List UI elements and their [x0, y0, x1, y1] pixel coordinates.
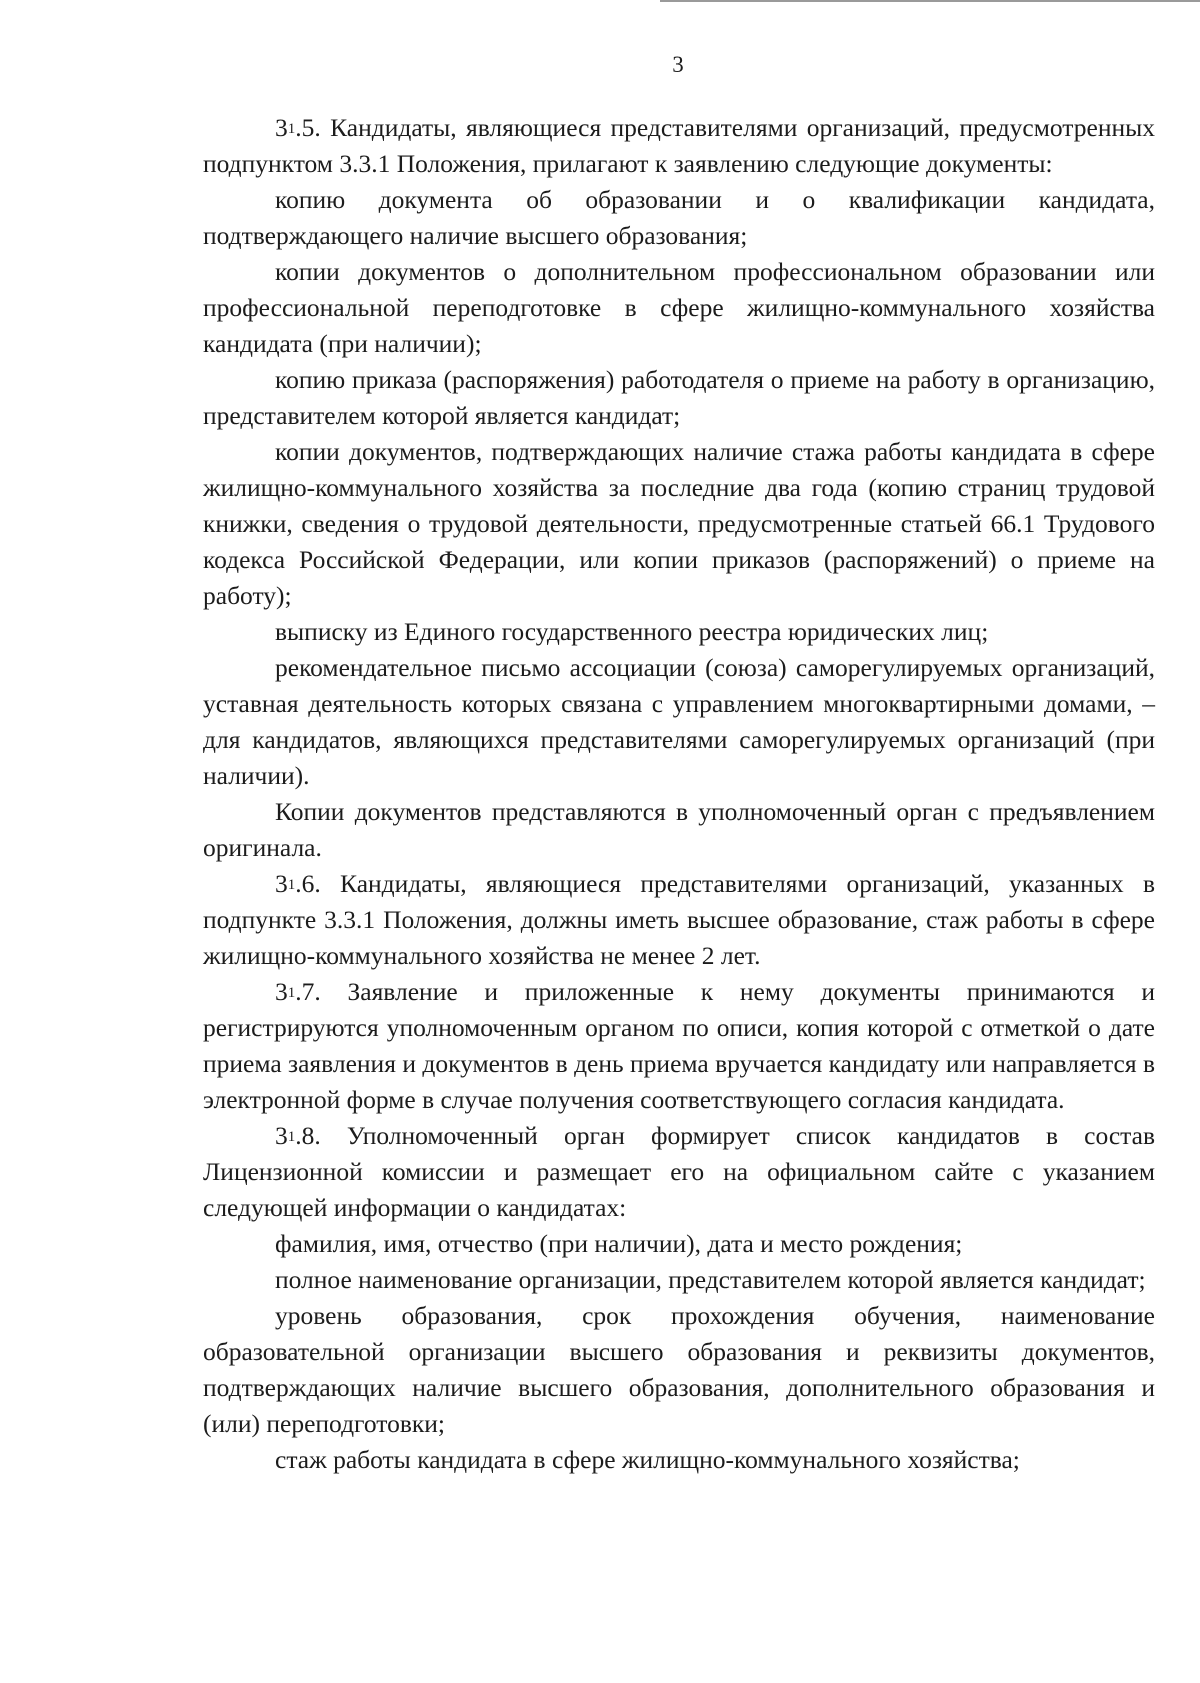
paragraph-3-1-8 [203, 1118, 1155, 1226]
clause-number-superscript: 1 [287, 121, 296, 137]
paragraph-text: .6. Кандидаты, являющиеся представителями организаций, указанных в подпункте 3.3.1 Положения, должны иметь высшее образование, стаж работы в сфере жилищно-коммунального хозяйства не менее 2 лет. [203, 869, 1155, 970]
list-item-recommendation-letter: рекомендательное письмо ассоциации (союза) саморегулируемых организаций, уставная деятельность которых связана с управлением многоквартирными домами, – для кандидатов, являющихся представителями саморегулируемых организаций (при наличии). [203, 653, 1155, 790]
document-body [203, 110, 1155, 1478]
list-item-employment-order: копию приказа (распоряжения) работодателя о приеме на работу в организацию, представителем которой является кандидат; [203, 365, 1155, 430]
clause-number-superscript: 1 [287, 985, 296, 1001]
paragraph-document-copies: Копии документов представляются в уполномоченный орган с предъявлением оригинала. [203, 797, 1155, 862]
clause-number-superscript: 1 [287, 877, 296, 893]
clause-number-base: 3 [275, 869, 288, 898]
list-item-work-experience: копии документов, подтверждающих наличие стажа работы кандидата в сфере жилищно-коммунального хозяйства за последние два года (копию страниц трудовой книжки, сведения о трудовой деятельности, предусмотренные статьей 66.1 Трудового кодекса Российской Федерации, или копии приказов (распоряжений) о приеме на работу); [203, 437, 1155, 610]
paragraph-text: .8. Уполномоченный орган формирует список кандидатов в состав Лицензионной комиссии и размещает его на официальном сайте с указанием следующей информации о кандидатах: [203, 1121, 1155, 1222]
list-item-additional-education: копии документов о дополнительном профессиональном образовании или профессиональной переподготовке в сфере жилищно-коммунального хозяйства кандидата (при наличии); [203, 257, 1155, 358]
list-item-full-name: фамилия, имя, отчество (при наличии), дата и место рождения; [275, 1229, 963, 1258]
list-item-registry-extract: выписку из Единого государственного реестра юридических лиц; [275, 617, 989, 646]
clause-number-superscript: 1 [287, 1129, 296, 1145]
list-item-organization-name: полное наименование организации, представителем которой является кандидат; [275, 1265, 1146, 1294]
list-item-experience: стаж работы кандидата в сфере жилищно-коммунального хозяйства; [275, 1445, 1020, 1474]
page-number: 3 [672, 52, 684, 77]
clause-number-base: 3 [275, 1121, 288, 1150]
top-edge-line [660, 0, 1200, 2]
clause-number-base: 3 [275, 977, 288, 1006]
list-item-education-level: уровень образования, срок прохождения обучения, наименование образовательной организации высшего образования и реквизиты документов, подтверждающих наличие высшего образования, дополнительного образования и (или) переподготовки; [203, 1301, 1155, 1438]
paragraph-3-1-6 [203, 866, 1155, 974]
list-item-education-copy: копию документа об образовании и о квалификации кандидата, подтверждающего наличие высшего образования; [203, 185, 1155, 250]
paragraph-3-1-5 [203, 110, 1155, 182]
paragraph-3-1-7 [203, 974, 1155, 1118]
clause-number-base: 3 [275, 113, 288, 142]
paragraph-text: .5. Кандидаты, являющиеся представителями организаций, предусмотренных подпунктом 3.3.1 Положения, прилагают к заявлению следующие документы: [203, 113, 1155, 178]
paragraph-text: .7. Заявление и приложенные к нему документы принимаются и регистрируются уполномоченным органом по описи, копия которой с отметкой о дате приема заявления и документов в день приема вручается кандидату или направляется в электронной форме в случае получения соответствующего согласия кандидата. [203, 977, 1155, 1114]
